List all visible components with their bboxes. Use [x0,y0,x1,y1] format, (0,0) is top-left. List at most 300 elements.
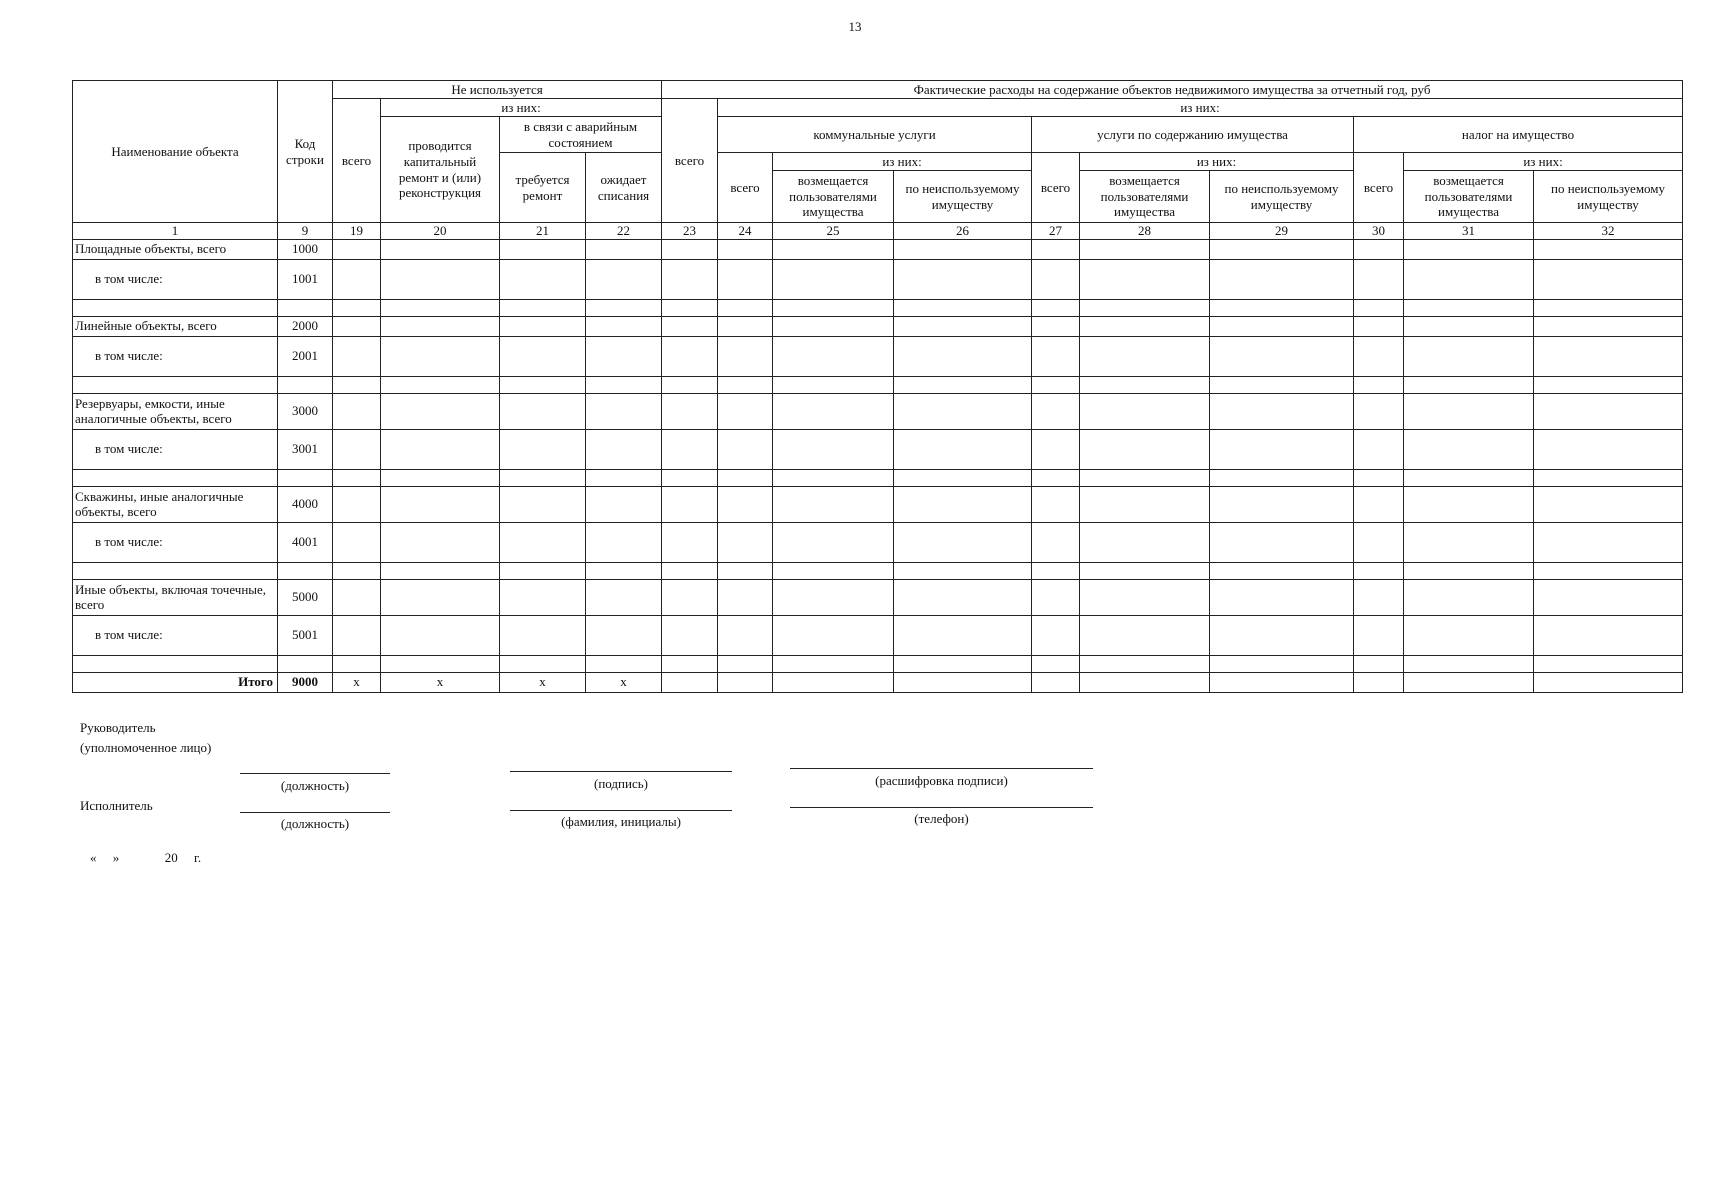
column-number: 29 [1210,223,1354,240]
input-cell[interactable] [662,469,718,486]
input-cell[interactable] [894,259,1032,299]
input-cell[interactable] [894,336,1032,376]
table-row [73,393,1683,429]
input-cell[interactable] [662,486,718,522]
input-cell[interactable] [1534,486,1683,522]
input-cell[interactable] [773,672,894,692]
header-object-name: Наименование объекта [73,81,278,223]
header-expenses-total: всего [662,99,718,223]
header-emergency: в связи с аварийным состоянием [500,117,662,153]
input-cell[interactable] [1354,615,1404,655]
input-cell[interactable] [894,562,1032,579]
input-cell[interactable] [718,579,773,615]
input-cell[interactable] [773,429,894,469]
input-cell[interactable] [1080,299,1210,316]
input-cell[interactable] [1354,316,1404,336]
input-cell[interactable] [1080,393,1210,429]
input-cell[interactable] [1404,239,1534,259]
table-row [73,579,1683,615]
input-cell[interactable] [1404,299,1534,316]
input-cell[interactable] [1404,429,1534,469]
input-cell[interactable] [1404,486,1534,522]
input-cell[interactable] [333,615,381,655]
input-cell[interactable] [333,486,381,522]
input-cell[interactable] [718,316,773,336]
total-x-mark: x [586,672,662,692]
decoding-caption: (расшифровка подписи) [875,773,1008,788]
input-cell[interactable] [500,393,586,429]
input-cell[interactable] [333,259,381,299]
input-cell[interactable] [1080,316,1210,336]
input-cell[interactable] [1080,615,1210,655]
expenses-form-table [72,80,1683,693]
input-cell[interactable] [718,239,773,259]
input-cell[interactable] [1354,259,1404,299]
input-cell[interactable] [586,316,662,336]
input-cell[interactable] [333,299,381,316]
input-cell[interactable] [1032,486,1080,522]
input-cell[interactable] [718,672,773,692]
blank-cell [278,655,333,672]
input-cell[interactable] [500,376,586,393]
input-cell[interactable] [381,469,500,486]
input-cell[interactable] [773,239,894,259]
blank-cell [73,299,278,316]
input-cell[interactable] [1080,579,1210,615]
header-expenses-of-them: из них: [718,99,1683,117]
input-cell[interactable] [1404,562,1534,579]
input-cell[interactable] [1404,672,1534,692]
row-code: 2000 [278,316,333,336]
input-cell[interactable] [773,615,894,655]
table-row [73,522,1683,562]
input-cell[interactable] [1080,486,1210,522]
blank-cell [278,469,333,486]
input-cell[interactable] [1210,299,1354,316]
table-row [73,655,1683,672]
column-number: 26 [894,223,1032,240]
header-not-used-total: всего [333,99,381,223]
input-cell[interactable] [773,376,894,393]
input-cell[interactable] [1404,336,1534,376]
input-cell[interactable] [1354,336,1404,376]
header-utilities-total: всего [718,153,773,223]
input-cell[interactable] [381,615,500,655]
input-cell[interactable] [1354,522,1404,562]
input-cell[interactable] [1080,336,1210,376]
input-cell[interactable] [381,299,500,316]
column-number: 24 [718,223,773,240]
input-cell[interactable] [1032,259,1080,299]
input-cell[interactable] [894,316,1032,336]
table-row [73,615,1683,655]
input-cell[interactable] [894,615,1032,655]
input-cell[interactable] [1534,376,1683,393]
input-cell[interactable] [381,562,500,579]
header-repair-required: требуется ремонт [500,153,586,223]
input-cell[interactable] [381,393,500,429]
row-code: 5000 [278,579,333,615]
input-cell[interactable] [662,376,718,393]
input-cell[interactable] [1404,259,1534,299]
input-cell[interactable] [333,429,381,469]
total-code: 9000 [278,672,333,692]
executor-position-line[interactable] [240,812,390,813]
input-cell[interactable] [1032,336,1080,376]
column-number: 32 [1534,223,1683,240]
input-cell[interactable] [381,316,500,336]
input-cell[interactable] [662,429,718,469]
input-cell[interactable] [1534,239,1683,259]
input-cell[interactable] [1354,469,1404,486]
row-code: 3001 [278,429,333,469]
input-cell[interactable] [894,655,1032,672]
total-x-mark: x [500,672,586,692]
table-row [73,259,1683,299]
input-cell[interactable] [500,429,586,469]
input-cell[interactable] [1354,486,1404,522]
input-cell[interactable] [586,579,662,615]
input-cell[interactable] [333,316,381,336]
input-cell[interactable] [586,393,662,429]
input-cell[interactable] [1354,429,1404,469]
input-cell[interactable] [718,393,773,429]
input-cell[interactable] [333,655,381,672]
input-cell[interactable] [500,579,586,615]
input-cell[interactable] [333,376,381,393]
input-cell[interactable] [1210,393,1354,429]
total-x-mark: x [381,672,500,692]
position-line[interactable] [240,773,390,774]
input-cell[interactable] [1210,655,1354,672]
input-cell[interactable] [662,562,718,579]
executor-position-caption: (должность) [280,816,350,831]
header-tax-reimbursed: возмещается пользователями имущества [1404,171,1534,223]
input-cell[interactable] [773,259,894,299]
input-cell[interactable] [500,259,586,299]
input-cell[interactable] [1080,259,1210,299]
input-cell[interactable] [1210,486,1354,522]
input-cell[interactable] [500,316,586,336]
input-cell[interactable] [381,239,500,259]
input-cell[interactable] [586,486,662,522]
input-cell[interactable] [662,615,718,655]
input-cell[interactable] [773,486,894,522]
input-cell[interactable] [773,579,894,615]
input-cell[interactable] [773,393,894,429]
row-name: в том числе: [73,522,278,562]
input-cell[interactable] [662,393,718,429]
column-number: 28 [1080,223,1210,240]
input-cell[interactable] [718,486,773,522]
input-cell[interactable] [500,469,586,486]
input-cell[interactable] [1534,562,1683,579]
input-cell[interactable] [1404,655,1534,672]
input-cell[interactable] [500,336,586,376]
input-cell[interactable] [1354,672,1404,692]
input-cell[interactable] [381,579,500,615]
row-code: 3000 [278,393,333,429]
blank-cell [278,376,333,393]
table-row [73,376,1683,393]
input-cell[interactable] [1354,376,1404,393]
input-cell[interactable] [1210,239,1354,259]
blank-cell [73,655,278,672]
blank-cell [278,562,333,579]
column-number: 25 [773,223,894,240]
input-cell[interactable] [773,562,894,579]
input-cell[interactable] [381,259,500,299]
input-cell[interactable] [586,299,662,316]
row-code: 2001 [278,336,333,376]
input-cell[interactable] [381,336,500,376]
input-cell[interactable] [1534,316,1683,336]
row-name: Резервуары, емкости, иные аналогичные объекты, всего [73,393,278,429]
input-cell[interactable] [718,429,773,469]
input-cell[interactable] [333,393,381,429]
input-cell[interactable] [1080,239,1210,259]
input-cell[interactable] [718,522,773,562]
input-cell[interactable] [1534,615,1683,655]
input-cell[interactable] [1032,376,1080,393]
input-cell[interactable] [1210,672,1354,692]
input-cell[interactable] [333,522,381,562]
input-cell[interactable] [500,239,586,259]
input-cell[interactable] [333,579,381,615]
input-cell[interactable] [662,299,718,316]
input-cell[interactable] [500,615,586,655]
input-cell[interactable] [894,429,1032,469]
input-cell[interactable] [586,429,662,469]
input-cell[interactable] [1354,393,1404,429]
column-number: 21 [500,223,586,240]
input-cell[interactable] [586,562,662,579]
header-capital-repair: проводится капитальный ремонт и (или) реконструкция [381,117,500,223]
input-cell[interactable] [1210,615,1354,655]
input-cell[interactable] [500,522,586,562]
input-cell[interactable] [1080,429,1210,469]
row-name: Линейные объекты, всего [73,316,278,336]
input-cell[interactable] [586,259,662,299]
input-cell[interactable] [1354,562,1404,579]
input-cell[interactable] [718,376,773,393]
input-cell[interactable] [381,522,500,562]
input-cell[interactable] [662,655,718,672]
input-cell[interactable] [773,469,894,486]
table-row [73,562,1683,579]
input-cell[interactable] [1032,469,1080,486]
header-tax-unused: по неиспользуемому имуществу [1534,171,1683,223]
input-cell[interactable] [333,469,381,486]
input-cell[interactable] [662,316,718,336]
input-cell[interactable] [894,579,1032,615]
full-name-line[interactable] [510,810,732,811]
total-label: Итого [73,672,278,692]
input-cell[interactable] [662,579,718,615]
input-cell[interactable] [1032,579,1080,615]
input-cell[interactable] [662,672,718,692]
input-cell[interactable] [586,522,662,562]
input-cell[interactable] [500,562,586,579]
header-awaiting-writeoff: ожидает списания [586,153,662,223]
input-cell[interactable] [1210,336,1354,376]
input-cell[interactable] [1404,469,1534,486]
input-cell[interactable] [1032,393,1080,429]
decoding-line[interactable] [790,768,1093,769]
input-cell[interactable] [1032,316,1080,336]
input-cell[interactable] [662,239,718,259]
input-cell[interactable] [1534,579,1683,615]
input-cell[interactable] [1534,469,1683,486]
header-utilities-reimbursed: возмещается пользователями имущества [773,171,894,223]
header-maintenance-of-them: из них: [1080,153,1354,171]
input-cell[interactable] [586,655,662,672]
input-cell[interactable] [586,336,662,376]
input-cell[interactable] [1354,655,1404,672]
input-cell[interactable] [718,299,773,316]
input-cell[interactable] [1404,393,1534,429]
column-numbers-row [73,223,1683,240]
input-cell[interactable] [1210,429,1354,469]
input-cell[interactable] [381,429,500,469]
input-cell[interactable] [1534,336,1683,376]
input-cell[interactable] [718,259,773,299]
header-utilities-of-them: из них: [773,153,1032,171]
input-cell[interactable] [1534,299,1683,316]
input-cell[interactable] [773,336,894,376]
column-number: 9 [278,223,333,240]
input-cell[interactable] [1534,393,1683,429]
input-cell[interactable] [1032,239,1080,259]
input-cell[interactable] [1080,469,1210,486]
input-cell[interactable] [1354,579,1404,615]
input-cell[interactable] [1210,259,1354,299]
input-cell[interactable] [894,299,1032,316]
input-cell[interactable] [718,562,773,579]
input-cell[interactable] [1210,316,1354,336]
input-cell[interactable] [333,562,381,579]
input-cell[interactable] [718,655,773,672]
input-cell[interactable] [894,239,1032,259]
input-cell[interactable] [773,299,894,316]
signature-line[interactable] [510,771,732,772]
input-cell[interactable] [586,376,662,393]
input-cell[interactable] [718,469,773,486]
input-cell[interactable] [894,469,1032,486]
date-field[interactable]: « » 20 г. [90,850,202,865]
header-maintenance-reimbursed: возмещается пользователями имущества [1080,171,1210,223]
input-cell[interactable] [333,336,381,376]
input-cell[interactable] [1032,299,1080,316]
input-cell[interactable] [1404,316,1534,336]
input-cell[interactable] [1210,469,1354,486]
input-cell[interactable] [1534,522,1683,562]
input-cell[interactable] [1210,562,1354,579]
input-cell[interactable] [1534,655,1683,672]
input-cell[interactable] [894,376,1032,393]
input-cell[interactable] [381,655,500,672]
input-cell[interactable] [1404,522,1534,562]
input-cell[interactable] [1210,579,1354,615]
input-cell[interactable] [773,522,894,562]
input-cell[interactable] [586,615,662,655]
header-utilities: коммунальные услуги [718,117,1032,153]
input-cell[interactable] [662,336,718,376]
input-cell[interactable] [1080,376,1210,393]
row-code: 1001 [278,259,333,299]
row-name: Площадные объекты, всего [73,239,278,259]
input-cell[interactable] [1534,429,1683,469]
page-number: 13 [848,19,862,34]
table-row [73,336,1683,376]
total-row [73,672,1683,692]
input-cell[interactable] [1032,672,1080,692]
input-cell[interactable] [1080,522,1210,562]
input-cell[interactable] [1032,562,1080,579]
input-cell[interactable] [381,376,500,393]
input-cell[interactable] [500,655,586,672]
input-cell[interactable] [500,299,586,316]
input-cell[interactable] [333,239,381,259]
blank-cell [278,299,333,316]
row-name: в том числе: [73,259,278,299]
input-cell[interactable] [1032,522,1080,562]
input-cell[interactable] [1080,562,1210,579]
blank-cell [73,469,278,486]
input-cell[interactable] [1404,615,1534,655]
input-cell[interactable] [894,486,1032,522]
input-cell[interactable] [500,486,586,522]
column-number: 1 [73,223,278,240]
input-cell[interactable] [894,672,1032,692]
input-cell[interactable] [1032,615,1080,655]
input-cell[interactable] [773,316,894,336]
input-cell[interactable] [586,239,662,259]
input-cell[interactable] [586,469,662,486]
row-name: в том числе: [73,429,278,469]
input-cell[interactable] [894,522,1032,562]
total-x-mark: x [333,672,381,692]
input-cell[interactable] [718,336,773,376]
input-cell[interactable] [662,522,718,562]
input-cell[interactable] [1354,299,1404,316]
executor-label: Исполнитель [80,798,153,813]
input-cell[interactable] [1534,672,1683,692]
phone-line[interactable] [790,807,1093,808]
input-cell[interactable] [894,393,1032,429]
input-cell[interactable] [1032,655,1080,672]
input-cell[interactable] [662,259,718,299]
input-cell[interactable] [1404,579,1534,615]
input-cell[interactable] [1210,522,1354,562]
input-cell[interactable] [1404,376,1534,393]
input-cell[interactable] [1032,429,1080,469]
input-cell[interactable] [1080,655,1210,672]
input-cell[interactable] [1080,672,1210,692]
input-cell[interactable] [718,615,773,655]
input-cell[interactable] [381,486,500,522]
row-name: Иные объекты, включая точечные, всего [73,579,278,615]
row-code: 4000 [278,486,333,522]
input-cell[interactable] [1534,259,1683,299]
table-row [73,299,1683,316]
input-cell[interactable] [1354,239,1404,259]
row-code: 5001 [278,615,333,655]
input-cell[interactable] [773,655,894,672]
input-cell[interactable] [1210,376,1354,393]
blank-cell [73,562,278,579]
head-label: Руководитель (уполномоченное лицо) [80,720,212,755]
